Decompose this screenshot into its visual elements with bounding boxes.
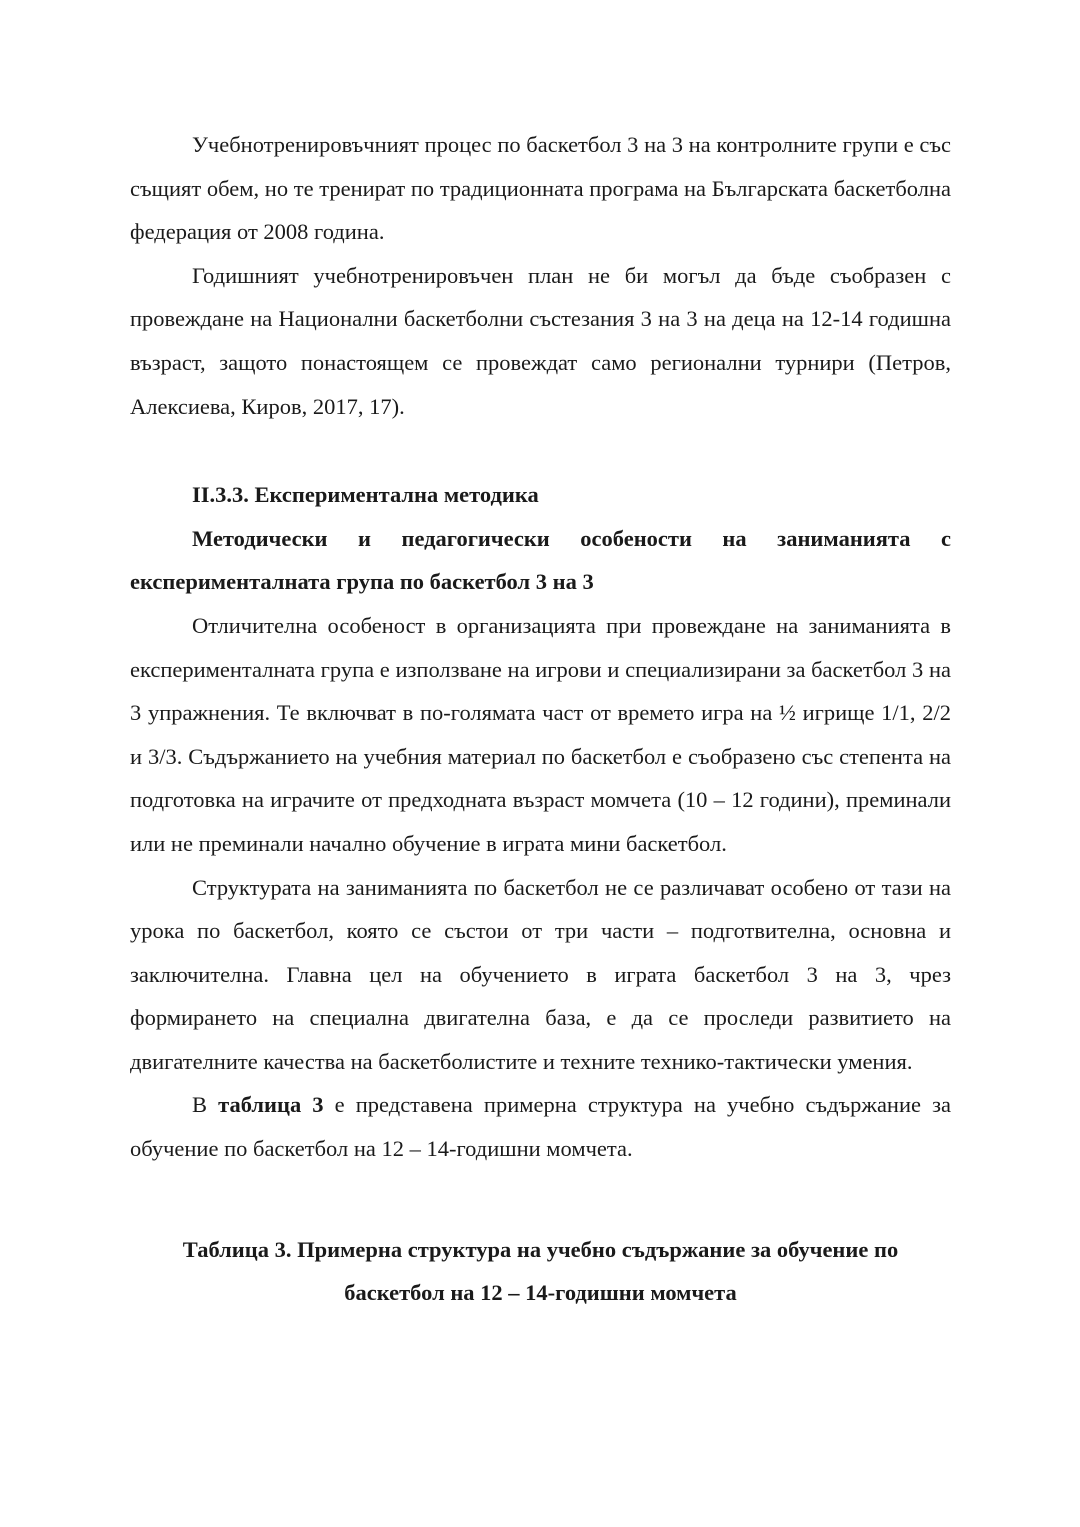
- table-caption: [130, 1228, 951, 1315]
- paragraph-lesson-structure: Структурата на заниманията по баскетбол не се различават особено от тази на урока по баскетбол, която се състои от три части – подготвителна, основна и заключителна. Главна цел на обучението в играта баскетбол 3 на 3, чрез формирането на специална двигателна база, е да се проследи развитието на двигателните качества на баскетболистите и техните технико-тактически умения.: [130, 874, 951, 1074]
- table-reference-bold: таблица 3: [218, 1092, 324, 1118]
- table-reference-prefix: В: [192, 1092, 219, 1118]
- paragraph-experimental-group: Отличителна особеност в организацията при провеждане на заниманията в експерименталната група е използване на игрови и специализирани за баскетбол 3 на 3 упражнения. Те включват в по-голямата част от времето игра на ½ игрище 1/1, 2/2 и 3/3. Съдържанието на учебния материал по баскетбол е съобразено със степента на подготовка на играчите от предходната възраст момчета (10 – 12 години), преминали или не преминали начално обучение в играта мини баскетбол.: [130, 612, 951, 856]
- table-caption-line-1: Таблица 3. Примерна структура на учебно съдържание за обучение по: [182, 1236, 899, 1262]
- paragraph-control-groups: Учебнотренировъчният процес по баскетбол 3 на 3 на контролните групи е със същият обем, но те тренират по традиционната програма на Българската баскетболна федерация от 2008 година.: [130, 132, 951, 245]
- paragraph-table-reference: [130, 1083, 951, 1170]
- table-reference-suffix: е представена примерна структура на учебно съдържание за обучение по баскетбол на 12 – 14-годишни момчета.: [130, 1092, 951, 1162]
- section-heading: II.3.3. Експериментална методика: [192, 482, 539, 508]
- table-caption-line-2: баскетбол на 12 – 14-годишни момчета: [344, 1280, 737, 1306]
- page-content: [130, 123, 951, 1315]
- paragraph-annual-plan: Годишният учебнотренировъчен план не би могъл да бъде съобразен с провеждане на Национални баскетболни състезания 3 на 3 на деца на 12-14 годишна възраст, защото понастоящем се провеждат само регионални турнири (Петров, Алексиева, Киров, 2017, 17).: [130, 262, 951, 419]
- section-subheading: Методически и педагогически особености на заниманията с експерименталната група по баскетбол 3 на 3: [130, 525, 951, 595]
